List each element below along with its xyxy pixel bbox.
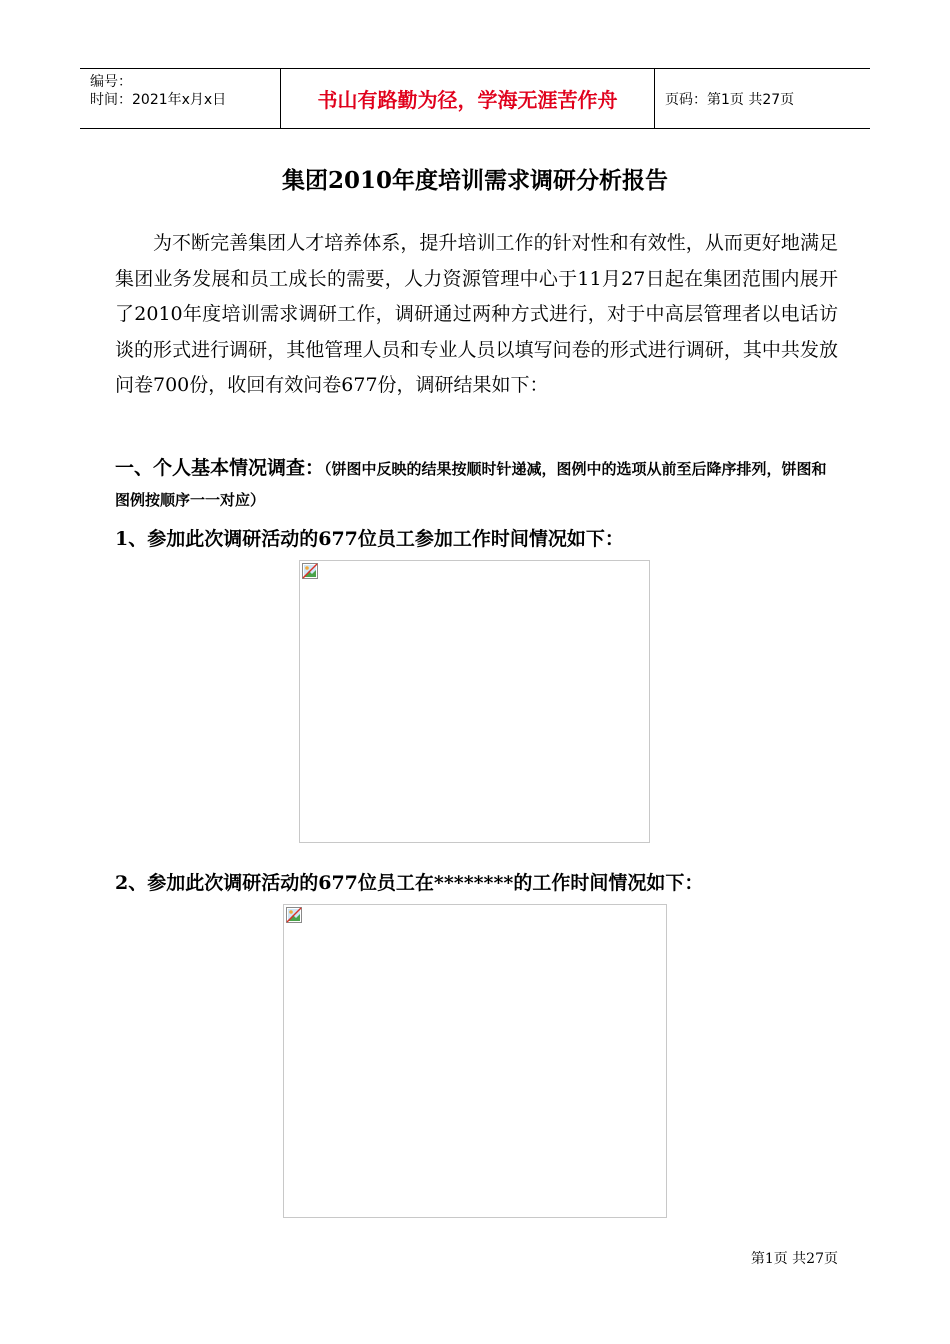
section-heading bbox=[115, 453, 840, 515]
header-page-info: 页码：第1页 共27页 bbox=[665, 91, 795, 108]
document-date: 时间：2021年x月x日 bbox=[90, 92, 227, 108]
header-meta bbox=[80, 69, 281, 128]
item-heading-2: 2、参加此次调研活动的677位员工在********的工作时间情况如下： bbox=[115, 872, 704, 894]
broken-image-icon bbox=[286, 907, 302, 923]
chart-image-placeholder-1 bbox=[299, 560, 650, 843]
document-title: 集团2010年度培训需求调研分析报告 bbox=[281, 167, 668, 194]
header-motto: 书山有路勤为径，学海无涯苦作舟 bbox=[281, 69, 655, 128]
chart-image-placeholder-2 bbox=[283, 904, 667, 1218]
document-number-label: 编号： bbox=[90, 74, 132, 90]
broken-image-icon bbox=[302, 563, 318, 579]
page-header bbox=[80, 68, 870, 129]
intro-paragraph: 为不断完善集团人才培养体系，提升培训工作的针对性和有效性，从而更好地满足集团业务发展和员工成长的需要，人力资源管理中心于11月27日起在集团范围内展开了2010年度培训需求调研工作，调研通过两种方式进行，对于中高层管理者以电话访谈的形式进行调研，其他管理人员和专业人员以填写问卷的形式进行调研，其中共发放问卷700份，收回有效问卷677份，调研结果如下： bbox=[115, 232, 838, 396]
page-footer: 第1页 共27页 bbox=[750, 1251, 838, 1267]
item-heading-1: 1、参加此次调研活动的677位员工参加工作时间情况如下： bbox=[115, 528, 624, 550]
section-note: （饼图中反映的结果按顺时针递减，图例中的选项从前至后降序排列，饼图和图例按顺序一一对应） bbox=[115, 460, 827, 509]
section-title: 一、个人基本情况调查： bbox=[115, 457, 325, 479]
